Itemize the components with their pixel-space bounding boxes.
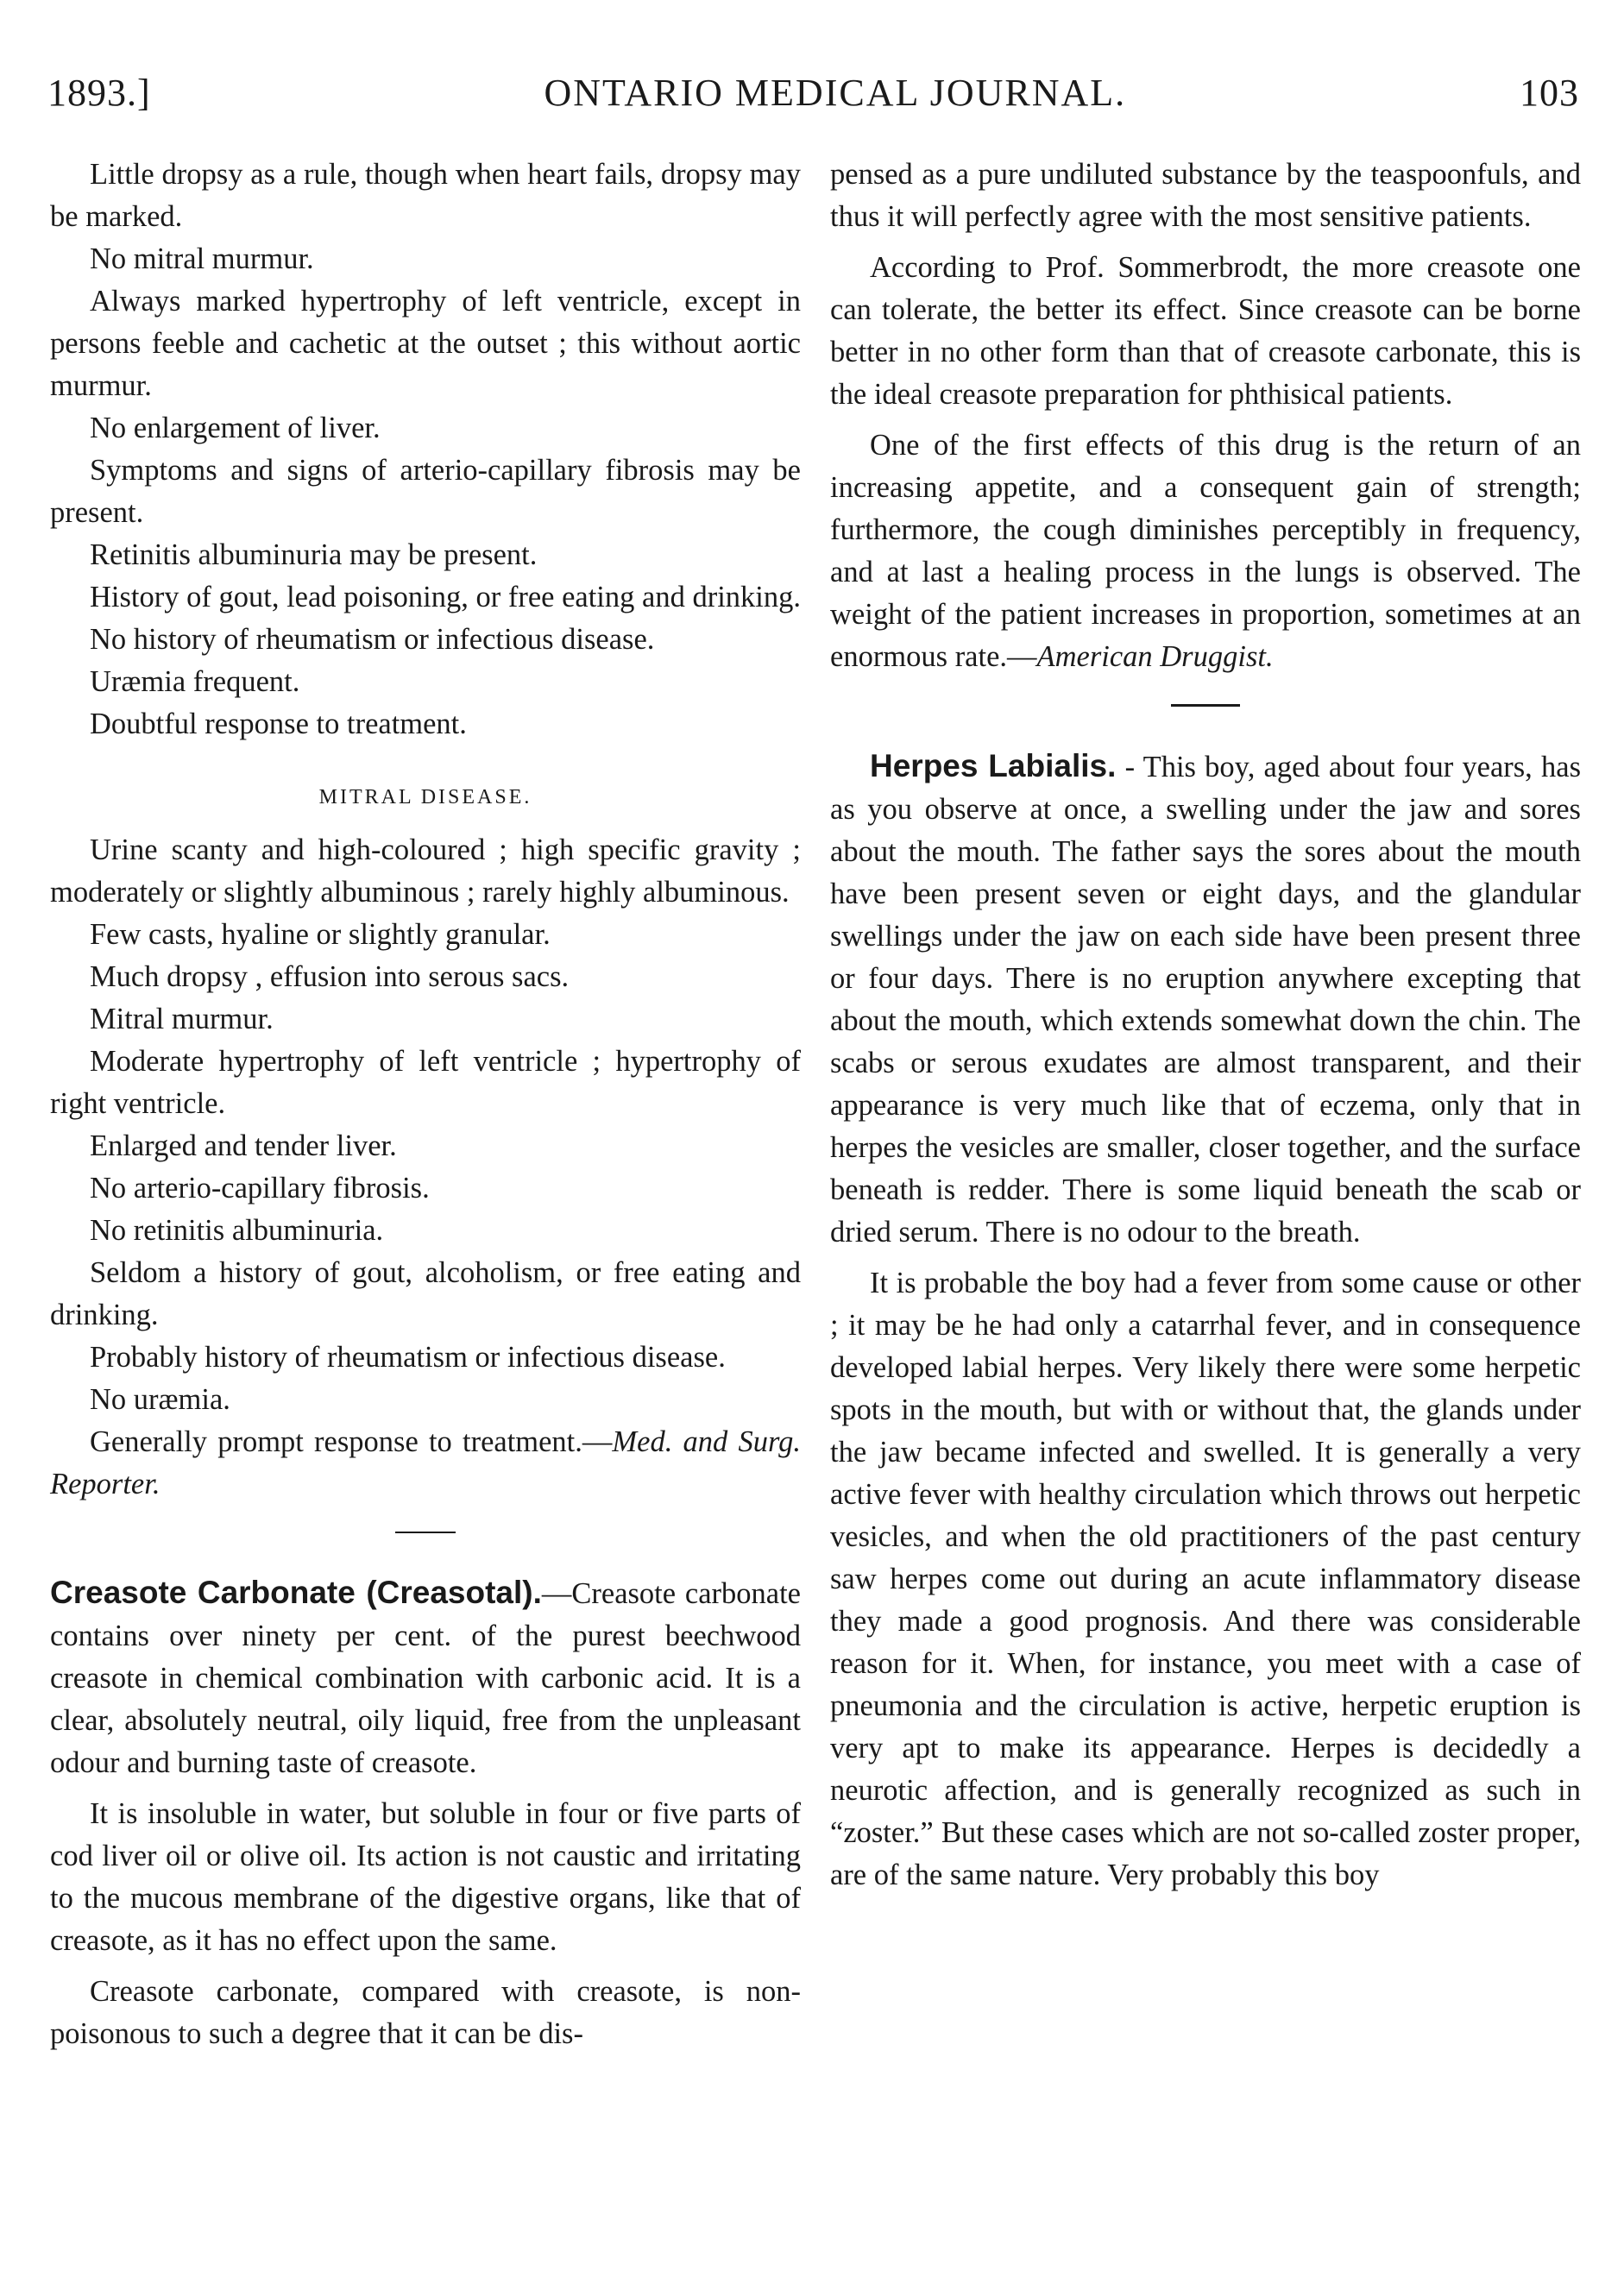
list-item: Moderate hypertrophy of left ventricle ; hypertrophy of right ventricle.: [50, 1045, 801, 1120]
section-divider: [1171, 704, 1240, 707]
paragraph-text: - This boy, aged about four years, has as you observe at once, a swelling under the jaw and sores about the mouth. The father says the sores about the mouth have been present seven or eight days, and the glandular swellings under the jaw on each side have been present three or four days. There is no eruption anywhere excepting that about the mouth, which extends somewhat down the chin. The scabs or serous exudates are almost transparent, and their appearance is very much like that of eczema, only that in herpes the vesicles are smaller, closer together, and the surface beneath is redder. There is some liquid beneath the scab or dried serum. There is no odour to the breath.: [830, 751, 1581, 1249]
paragraph-text: —Creasote carbonate contains over ninety per cent. of the purest beechwood creasote in chemical combination with carbonic acid. It is a clear, absolutely neutral, oily liquid, free from the unpleasant odour and burning taste of creasote.: [50, 1577, 801, 1779]
paragraph: It is insoluble in water, but soluble in four or five parts of cod liver oil or olive oil. Its action is not caustic and irritating to the mucous membrane of the digestive organs, like that of creasote, as it has no effect upon the same.: [50, 1797, 801, 1957]
paragraph: pensed as a pure undiluted substance by the teaspoonfuls, and thus it will perfectly agree with the most sensitive patients.: [830, 158, 1581, 233]
list-item: No mitral murmur.: [90, 242, 314, 275]
running-header: [47, 71, 1579, 131]
source-citation: American Druggist.: [1036, 640, 1274, 673]
list-item: No retinitis albuminuria.: [90, 1214, 384, 1247]
list-item: Always marked hypertrophy of left ventricle, except in persons feeble and cachetic at the outset ; this without aortic murmur.: [50, 285, 801, 402]
list-item: Urine scanty and high-coloured ; high specific gravity ; moderately or slightly albuminous ; rarely highly albuminous.: [50, 833, 801, 909]
list-item: Doubtful response to treatment.: [90, 708, 467, 740]
list-item: No uræmia.: [90, 1383, 230, 1416]
list-item-text: Generally prompt response to treatment.—: [90, 1425, 613, 1458]
list-item: Much dropsy , effusion into serous sacs.: [90, 960, 570, 993]
right-column: [830, 154, 1581, 1897]
section-heading: Herpes Labialis.: [870, 748, 1117, 783]
left-column: [50, 154, 801, 2055]
paragraph: It is probable the boy had a fever from some cause or other ; it may be he had only a catarrhal fever, and in consequence developed labial herpes. Very likely there were some herpetic spots in the mouth, but with or without that, the glands under the jaw became infected and swelled. It is generally a very active fever with healthy circulation which throws out herpetic vesicles, and when the old practitioners of the past century saw herpes come out during an acute inflammatory disease they made a good prognosis. And there was considerable reason for it. When, for instance, you meet with a case of pneumonia and the circulation is active, herpetic eruption is very apt to make its appearance. Herpes is decidedly a neurotic affection, and is generally recognized as such in “zoster.” But these cases which are not so-called zoster proper, are of the same nature. Very probably this boy: [830, 1267, 1581, 1891]
paragraph: [830, 425, 1581, 678]
journal-title: ONTARIO MEDICAL JOURNAL.: [544, 72, 1127, 114]
list-item: Retinitis albuminuria may be present.: [90, 538, 538, 571]
header-year: 1893.]: [47, 72, 151, 114]
list-item: Enlarged and tender liver.: [90, 1129, 397, 1162]
list-item: [50, 1421, 801, 1506]
source-citation: Med. and Surg. Reporter.: [50, 1425, 801, 1500]
section-divider: [395, 1532, 456, 1533]
list-item: Seldom a history of gout, alcoholism, or free eating and drinking.: [50, 1256, 801, 1331]
herpes-paragraph: [830, 745, 1581, 1254]
mitral-disease-heading: MITRAL DISEASE.: [318, 786, 532, 808]
list-item: Symptoms and signs of arterio-capillary fibrosis may be present.: [50, 454, 801, 529]
list-item: Uræmia frequent.: [90, 665, 300, 698]
list-item: No arterio-capillary fibrosis.: [90, 1172, 430, 1205]
section-heading: Creasote Carbonate (Creasotal).: [50, 1575, 542, 1610]
list-item: History of gout, lead poisoning, or free eating and drinking.: [90, 581, 801, 613]
list-item: No enlargement of liver.: [90, 412, 381, 444]
creasote-paragraph: [50, 1571, 801, 1784]
list-item: Probably history of rheumatism or infectious disease.: [90, 1341, 726, 1374]
list-item: Mitral murmur.: [90, 1003, 274, 1035]
list-item: Little dropsy as a rule, though when heart fails, dropsy may be marked.: [50, 158, 801, 233]
list-item: No history of rheumatism or infectious disease.: [90, 623, 655, 656]
paragraph: According to Prof. Sommerbrodt, the more creasote one can tolerate, the better its effect. Since creasote can be borne better in no other form than that of creasote carbonate, this is the ideal creasote preparation for phthisical patients.: [830, 251, 1581, 411]
list-item: Few casts, hyaline or slightly granular.: [90, 918, 551, 951]
paragraph-text: One of the first effects of this drug is the return of an increasing appetite, and a consequent gain of strength; furthermore, the cough diminishes perceptibly in frequency, and at last a healing process in the lungs is observed. The weight of the patient increases in proportion, sometimes at an enormous rate.—: [830, 429, 1581, 673]
paragraph: Creasote carbonate, compared with creasote, is non-poisonous to such a degree that it can be dis-: [50, 1975, 801, 2050]
page-number: 103: [1519, 72, 1579, 114]
